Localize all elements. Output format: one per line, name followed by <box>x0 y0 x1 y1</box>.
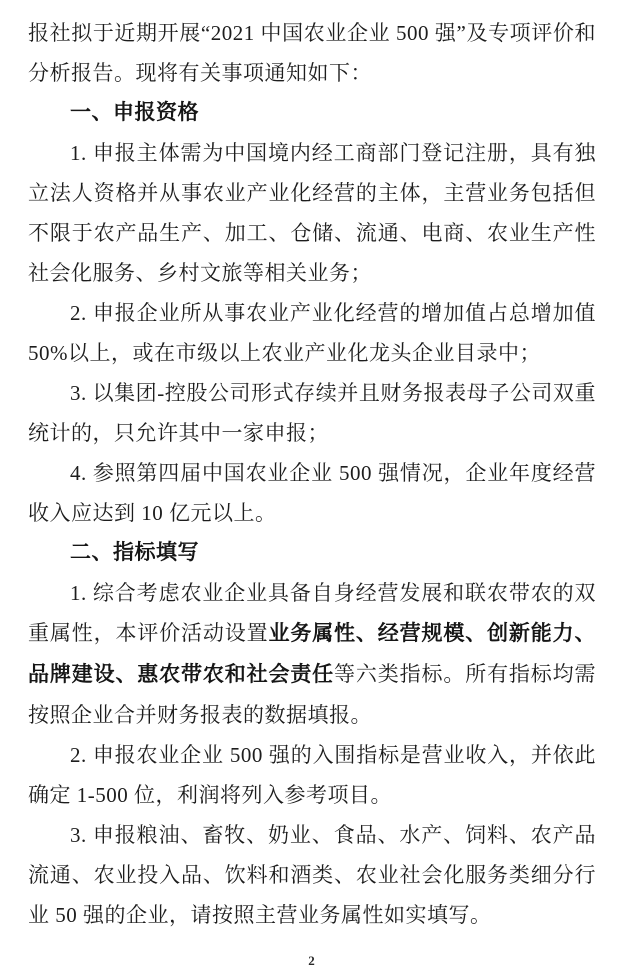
section2-item-3: 3. 申报粮油、畜牧、奶业、食品、水产、饲料、农产品流通、农业投入品、饮料和酒类、农业社会化服务类细分行业 50 强的企业，请按照主营业务属性如实填写。 <box>28 823 596 927</box>
section2-item-2: 2. 申报农业企业 500 强的入围指标是营业收入，并依此确定 1-500 位，利润将列入参考项目。 <box>28 743 596 807</box>
section1-item-4: 4. 参照第四届中国农业企业 500 强情况，企业年度经营收入应达到 10 亿元以上。 <box>28 461 596 525</box>
page-number: 2 <box>308 953 315 968</box>
section1-item-2: 2. 申报企业所从事农业产业化经营的增加值占总增加值 50%以上，或在市级以上农业产业化龙头企业目录中； <box>28 301 596 365</box>
section2-heading: 二、指标填写 <box>70 541 199 564</box>
section1-heading: 一、申报资格 <box>70 101 199 124</box>
section2-item1-emphasis: 业务属性、经营规模、创新能力、品牌建设、惠农带农和社会责任 <box>28 622 597 686</box>
section1-item-1: 1. 申报主体需为中国境内经工商部门登记注册，具有独立法人资格并从事农业产业化经营的主体，主营业务包括但不限于农产品生产、加工、仓储、流通、电商、农业生产性社会化服务、乡村文旅等相关业务； <box>28 141 596 285</box>
section2-item1-prefix: 1. 综合考虑农业企业具备自身经营发展和联农带农的双重属性，本评价活动设置 <box>28 581 596 645</box>
intro-paragraph: 报社拟于近期开展“2021 中国农业企业 500 强”及专项评价和分析报告。现将有关事项通知如下： <box>28 21 596 85</box>
section1-item-3: 3. 以集团-控股公司形式存续并且财务报表母子公司双重统计的，只允许其中一家申报； <box>28 381 596 445</box>
section2-item-1 <box>28 573 596 735</box>
section2-item1-suffix: 等六类指标。所有指标均需按照企业合并财务报表的数据填报。 <box>28 662 597 727</box>
